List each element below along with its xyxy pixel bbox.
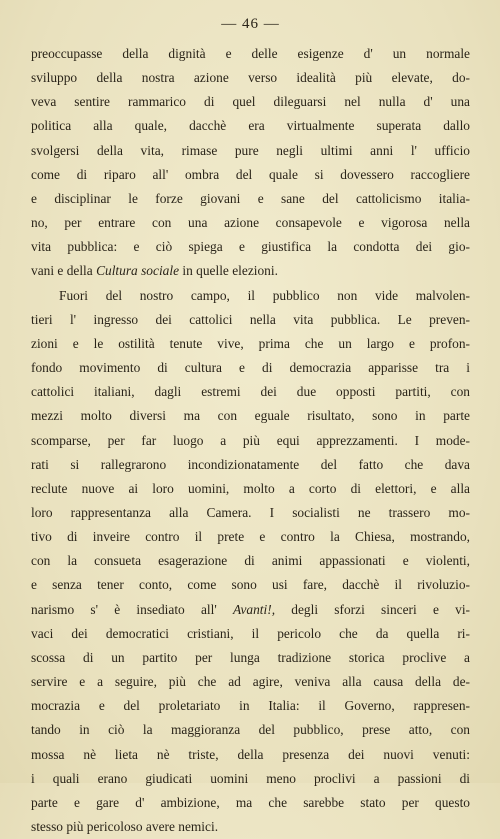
text-line: mezzi molto diversi ma con eguale risultato, sono in parte	[31, 408, 470, 424]
text-line: parte e gare d' ambizione, ma che sarebbe stato per questo	[31, 794, 470, 810]
italic-title-cultura-sociale: Cultura sociale	[96, 263, 180, 279]
paragraph-2	[31, 284, 470, 839]
text-line: i quali erano giudicati uomini meno proclivi a passioni di	[31, 770, 470, 786]
text-line: vaci dei democratici cristiani, il pericolo che da quella ri-	[31, 625, 470, 641]
text-line: fondo movimento di cultura e di democrazia apparisse tra i	[31, 360, 470, 376]
text-line: preoccupasse della dignità e delle esigenze d' un normale	[31, 46, 470, 61]
text-run: degli sforzi sinceri e vi-	[275, 601, 470, 617]
text-line: no, per entrare con una azione consapevole e vigorosa nella	[31, 215, 470, 231]
text-run: in quelle elezioni.	[179, 263, 278, 279]
text-run: vani e della	[31, 263, 97, 279]
text-line: come di riparo all' ombra del quale si dovessero raccogliere	[31, 166, 470, 182]
text-line: con la consueta esagerazione di animi appassionati e violenti,	[31, 553, 470, 569]
text-line: reclute nuove ai loro uomini, molto a corto di elettori, e alla	[31, 480, 470, 496]
text-line-last: stesso più pericoloso avere nemici.	[31, 819, 219, 834]
italic-title-avanti: Avanti!,	[233, 601, 276, 617]
text-line: rati si rallegrarono incondizionatamente del fatto che dava	[31, 456, 470, 472]
text-line: cattolici italiani, dagli estremi dei due opposti partiti, con	[31, 384, 470, 400]
text-line: tivo di inveire contro il prete e contro la Chiesa, mostrando,	[31, 529, 470, 545]
text-line-indent: Fuori del nostro campo, il pubblico non vide malvolen-	[59, 287, 470, 303]
text-run: narismo s' è insediato all'	[31, 601, 234, 617]
text-line: servire e a seguire, più che ad agire, veniva alla causa della de-	[31, 674, 470, 690]
text-line: scossa di un partito per lunga tradizione storica proclive a	[31, 649, 470, 665]
text-line: veva sentire rammarico di quel dileguarsi nel nulla d' una	[31, 94, 470, 110]
paragraph-1	[31, 42, 470, 284]
text-line: vita pubblica: e ciò spiega e giustifica la condotta dei gio-	[31, 239, 470, 255]
text-line-last	[31, 259, 470, 283]
text-line: politica alla quale, dacchè era virtualmente superata dallo	[31, 118, 470, 134]
text-line: tieri l' ingresso dei cattolici nella vita pubblica. Le preven-	[31, 311, 470, 327]
text-line: zioni e le ostilità tenute vive, prima che un largo e profon-	[31, 335, 470, 351]
page-number: — 46 —	[221, 16, 280, 32]
text-line: scomparse, per far luogo a più equi apprezzamenti. I mode-	[31, 432, 470, 448]
text-line: mocrazia e del proletariato in Italia: il Governo, rappresen-	[31, 698, 470, 714]
text-line: svolgersi della vita, rimase pure negli ultimi anni l' ufficio	[31, 142, 470, 158]
text-line-with-italic	[31, 598, 470, 622]
text-line: e senza tener conto, come sono usi fare, dacchè il rivoluzio-	[31, 577, 470, 593]
text-line: sviluppo della nostra azione verso idealità più elevate, do-	[31, 70, 470, 86]
text-line: mossa nè lieta nè triste, della presenza dei nuovi venuti:	[31, 746, 470, 762]
text-line: tando in ciò la maggioranza del pubblico, prese atto, con	[31, 722, 470, 738]
text-line: e disciplinar le forze giovani e sane del cattolicismo italia-	[31, 190, 470, 206]
text-line: loro rappresentanza alla Camera. I socialisti ne trassero mo-	[31, 504, 470, 520]
